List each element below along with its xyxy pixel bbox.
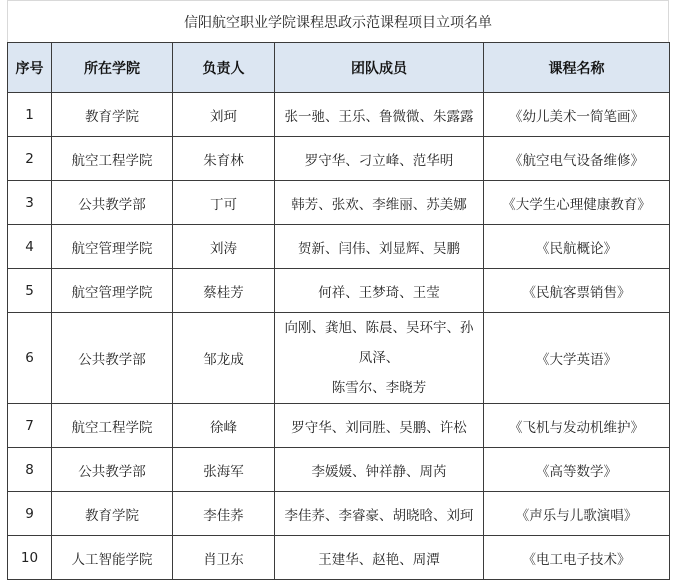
- cell-course: 《高等数学》: [484, 448, 670, 492]
- cell-team: 李媛媛、钟祥静、周芮: [275, 448, 484, 492]
- cell-lead: 李佳荞: [173, 492, 275, 536]
- table-title: 信阳航空职业学院课程思政示范课程项目立项名单: [7, 0, 669, 42]
- cell-lead: 刘涛: [173, 225, 275, 269]
- header-row: [8, 43, 670, 93]
- cell-course: 《民航客票销售》: [484, 269, 670, 313]
- cell-dept: 人工智能学院: [52, 536, 173, 580]
- cell-course: 《大学生心理健康教育》: [484, 181, 670, 225]
- cell-no: 2: [8, 137, 52, 181]
- table-row: [8, 137, 670, 181]
- cell-dept: 公共教学部: [52, 448, 173, 492]
- cell-dept: 公共教学部: [52, 313, 173, 404]
- project-list-table: [7, 42, 670, 580]
- cell-no: 6: [8, 313, 52, 404]
- table-row: [8, 225, 670, 269]
- header-no: 序号: [8, 43, 52, 93]
- cell-lead: 徐峰: [173, 404, 275, 448]
- cell-no: 1: [8, 93, 52, 137]
- cell-course: 《飞机与发动机维护》: [484, 404, 670, 448]
- cell-no: 10: [8, 536, 52, 580]
- cell-dept: 航空管理学院: [52, 269, 173, 313]
- cell-team: 张一驰、王乐、鲁微微、朱露露: [275, 93, 484, 137]
- cell-team: 贺新、闫伟、刘显辉、吴鹏: [275, 225, 484, 269]
- cell-dept: 教育学院: [52, 93, 173, 137]
- header-lead: 负责人: [173, 43, 275, 93]
- cell-team: 罗守华、刁立峰、范华明: [275, 137, 484, 181]
- team-line-1: 向刚、龚旭、陈晨、吴环宇、孙凤泽、: [284, 320, 474, 366]
- cell-lead: 丁可: [173, 181, 275, 225]
- cell-dept: 航空工程学院: [52, 404, 173, 448]
- table-row: [8, 93, 670, 137]
- table-row: [8, 492, 670, 536]
- cell-no: 8: [8, 448, 52, 492]
- cell-no: 5: [8, 269, 52, 313]
- table-row: [8, 536, 670, 580]
- cell-course: 《大学英语》: [484, 313, 670, 404]
- cell-team: [275, 313, 484, 404]
- cell-lead: 邹龙成: [173, 313, 275, 404]
- cell-no: 4: [8, 225, 52, 269]
- cell-lead: 张海军: [173, 448, 275, 492]
- cell-dept: 航空管理学院: [52, 225, 173, 269]
- cell-course: 《声乐与儿歌演唱》: [484, 492, 670, 536]
- table-row: [8, 313, 670, 404]
- header-team: 团队成员: [275, 43, 484, 93]
- cell-course: 《航空电气设备维修》: [484, 137, 670, 181]
- table-row: [8, 448, 670, 492]
- cell-no: 9: [8, 492, 52, 536]
- cell-no: 7: [8, 404, 52, 448]
- cell-dept: 公共教学部: [52, 181, 173, 225]
- cell-lead: 朱育林: [173, 137, 275, 181]
- cell-lead: 肖卫东: [173, 536, 275, 580]
- team-line-2: 陈雪尔、李晓芳: [331, 380, 427, 396]
- cell-team: 韩芳、张欢、李维丽、苏美娜: [275, 181, 484, 225]
- cell-lead: 刘珂: [173, 93, 275, 137]
- cell-team: 何祥、王梦琦、王莹: [275, 269, 484, 313]
- cell-team: 李佳荞、李睿豪、胡晓晗、刘珂: [275, 492, 484, 536]
- header-course: 课程名称: [484, 43, 670, 93]
- table-row: [8, 269, 670, 313]
- cell-dept: 教育学院: [52, 492, 173, 536]
- cell-no: 3: [8, 181, 52, 225]
- cell-course: 《民航概论》: [484, 225, 670, 269]
- cell-dept: 航空工程学院: [52, 137, 173, 181]
- cell-lead: 蔡桂芳: [173, 269, 275, 313]
- cell-team: 王建华、赵艳、周潭: [275, 536, 484, 580]
- cell-team: 罗守华、刘同胜、吴鹏、许松: [275, 404, 484, 448]
- header-dept: 所在学院: [52, 43, 173, 93]
- table-row: [8, 404, 670, 448]
- cell-course: 《电工电子技术》: [484, 536, 670, 580]
- cell-course: 《幼儿美术一简笔画》: [484, 93, 670, 137]
- table-row: [8, 181, 670, 225]
